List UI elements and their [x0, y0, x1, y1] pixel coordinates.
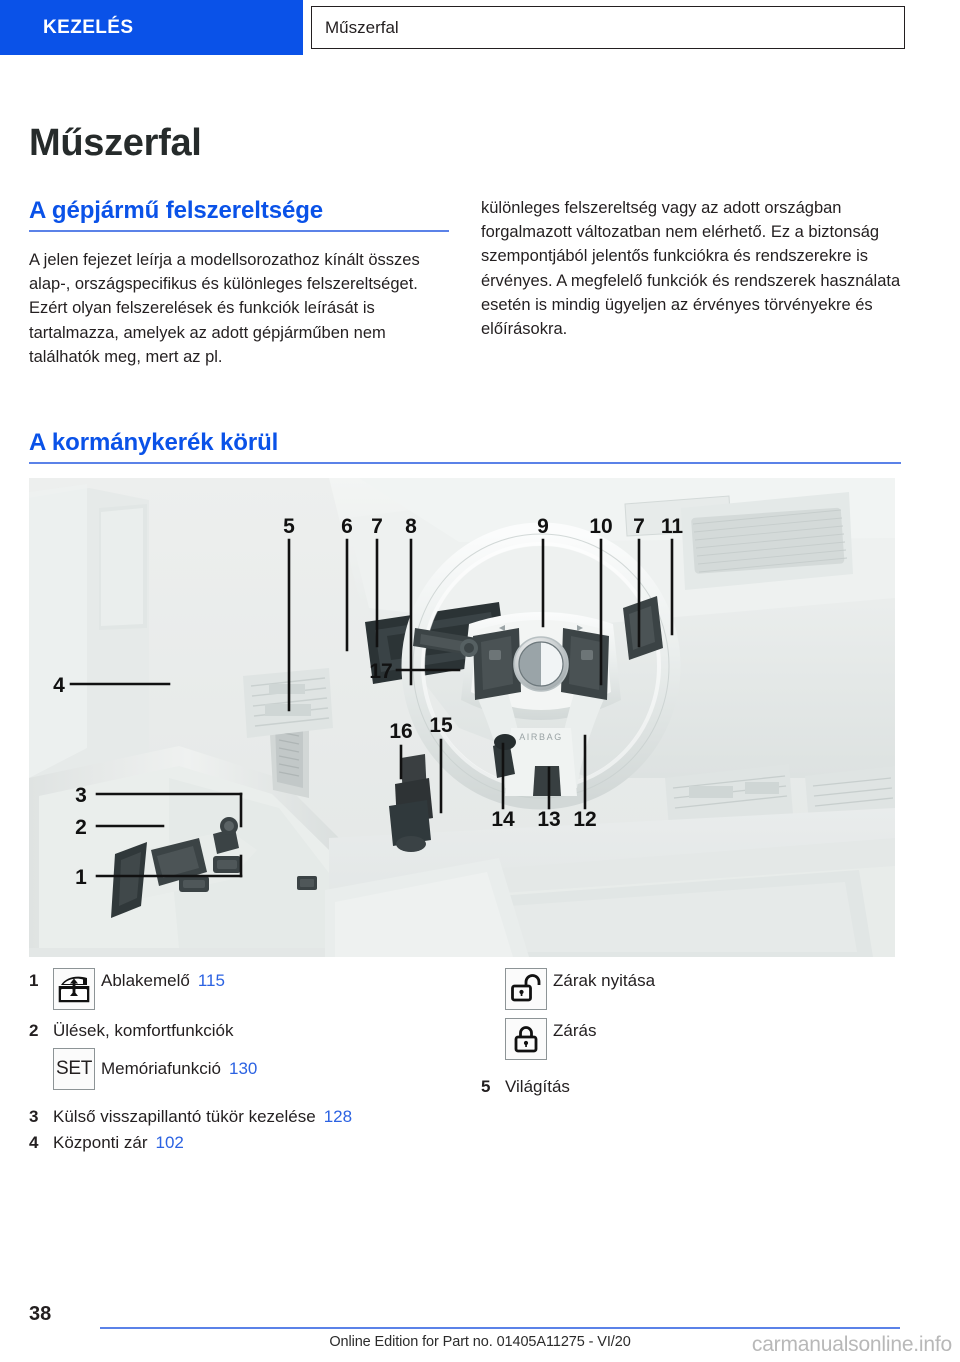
legend-page-ref[interactable]: 102 — [155, 1133, 184, 1152]
legend-left-column — [29, 968, 459, 1156]
legend-label — [101, 968, 225, 994]
legend-item-lock — [481, 1018, 911, 1060]
legend-label — [53, 1104, 352, 1130]
legend-item-5 — [481, 1074, 911, 1100]
legend-item-2 — [29, 1018, 459, 1044]
legend-number: 2 — [29, 1021, 39, 1040]
legend-label-text: Központi zár — [53, 1133, 148, 1152]
callout-15: 15 — [429, 714, 453, 737]
section-heading-steering-wheel: A kormánykerék körül — [29, 429, 279, 456]
legend-label: Ülések, komfortfunkciók — [53, 1021, 234, 1040]
chapter-tab-label: KEZELÉS — [43, 16, 134, 38]
section-steering-wheel — [29, 428, 901, 464]
breadcrumb[interactable] — [311, 6, 905, 49]
legend-label-text: Ablakemelő — [101, 971, 190, 990]
legend-icon-cell — [505, 1018, 553, 1060]
legend-label: Világítás — [505, 1077, 570, 1096]
legend-icon-cell — [53, 968, 101, 1010]
legend-label-text: Külső visszapillantó tükör kezelése — [53, 1107, 316, 1126]
callout-5: 5 — [283, 515, 295, 538]
legend-item-4 — [29, 1130, 459, 1156]
callout-2: 2 — [75, 816, 87, 839]
svg-text:AIRBAG: AIRBAG — [519, 732, 563, 742]
callout-1: 1 — [75, 866, 87, 889]
legend-item-unlock — [481, 968, 911, 1010]
section-heading-equipment: A gépjármű felszereltsége — [29, 197, 324, 224]
legend-item-1 — [29, 968, 459, 1010]
legend-right-column — [481, 968, 911, 1100]
cockpit-diagram — [29, 478, 895, 957]
chapter-tab[interactable] — [0, 0, 303, 55]
set-memory-icon-label: SET — [55, 1058, 93, 1079]
breadcrumb-label: Műszerfal — [325, 17, 399, 37]
legend-number: 3 — [29, 1107, 39, 1126]
lock-icon — [505, 1018, 547, 1060]
legend-number: 1 — [29, 971, 39, 990]
callout-17: 17 — [369, 660, 393, 683]
section-rule — [29, 230, 449, 232]
footer-rule — [100, 1327, 900, 1329]
legend-page-ref[interactable]: 130 — [229, 1059, 258, 1078]
page-number: 38 — [29, 1303, 52, 1325]
intro-column-left — [29, 196, 449, 369]
callout-14: 14 — [491, 808, 515, 831]
intro-paragraph-left: A jelen fejezet leírja a modellsorozathoz kínált összes alap-, országspecifikus és különleges felszereltséget. Ezért olyan felszerelések és funkciók leírását is tartalmazza, amelyek az adott gépjárműben nem találhatók meg, mert az pl. — [29, 251, 420, 366]
intro-paragraph-right: különleges felszereltség vagy az adott országban forgalmazott változatban nem elérhető. Ez a biztonság szempontjából jelentős funkciókra és rendszerekre is érvényes. A megfelelő funkciók és rendszerek használata esetén is mindig ügyeljen az érvényes törvényekre és előírásokra. — [481, 199, 901, 339]
legend-label: Zárás — [553, 1021, 597, 1040]
legend-label — [53, 1130, 184, 1156]
callout-12: 12 — [573, 808, 597, 831]
unlock-icon — [505, 968, 547, 1010]
callout-7a: 7 — [371, 515, 383, 538]
legend-item-3 — [29, 1104, 459, 1130]
set-memory-icon — [53, 1048, 95, 1090]
callout-9: 9 — [537, 515, 549, 538]
callout-16: 16 — [389, 720, 413, 743]
callout-11: 11 — [660, 515, 684, 538]
callout-10: 10 — [589, 515, 613, 538]
callout-7b: 7 — [633, 515, 645, 538]
legend-icon-cell — [53, 1048, 101, 1090]
callout-4: 4 — [53, 674, 65, 697]
legend-number: 4 — [29, 1133, 39, 1152]
legend-page-ref[interactable]: 128 — [323, 1107, 353, 1126]
page-header — [0, 0, 960, 57]
window-lift-icon — [53, 968, 95, 1010]
section-rule — [29, 462, 901, 464]
callout-6: 6 — [341, 515, 353, 538]
callout-8: 8 — [405, 515, 417, 538]
legend-icon-cell — [505, 968, 553, 1010]
site-watermark: carmanualsonline.info — [751, 1333, 952, 1356]
legend-label — [101, 1056, 257, 1082]
legend-label: Zárak nyitása — [553, 971, 656, 990]
callout-3: 3 — [75, 784, 87, 807]
cockpit-illustration — [29, 478, 895, 957]
callout-13: 13 — [537, 808, 561, 831]
legend-label-text: Memóriafunkció — [101, 1059, 221, 1078]
legend-item-2-sub-memory — [29, 1048, 459, 1090]
page-title: Műszerfal — [29, 122, 202, 165]
footer-edition-note: Online Edition for Part no. 01405A11275 - VI/20 — [329, 1334, 631, 1350]
legend-page-ref[interactable]: 115 — [197, 971, 225, 990]
intro-column-right — [481, 196, 901, 341]
legend-number: 5 — [481, 1077, 491, 1096]
